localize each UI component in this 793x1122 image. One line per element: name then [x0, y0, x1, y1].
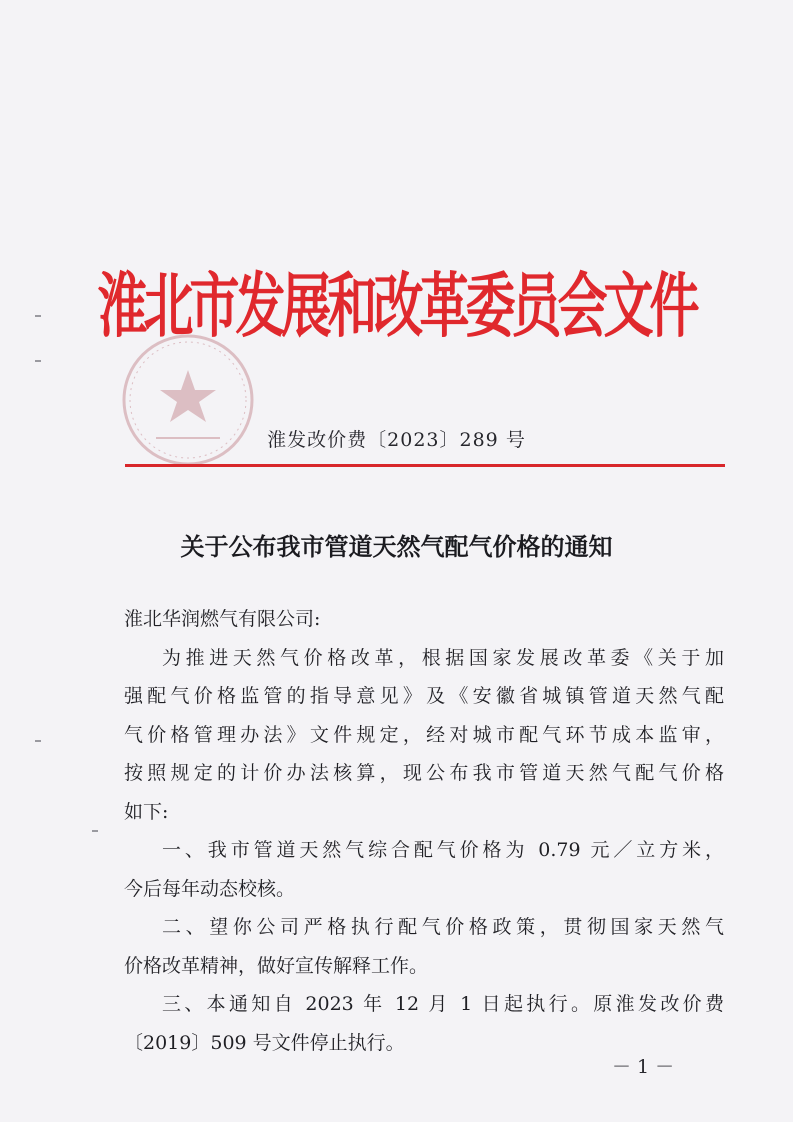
paragraph-2 — [124, 831, 724, 908]
paragraph-1 — [124, 639, 724, 832]
notice-body — [124, 600, 724, 1062]
recipient-line: 淮北华润燃气有限公司: — [124, 608, 321, 630]
paragraph-line: 价格改革精神，做好宣传解释工作。 — [124, 954, 429, 977]
paragraph-line: 一、我市管道天然气综合配气价格为 0.79 元／立方米， — [162, 839, 724, 861]
paragraph-line: 三、本通知自 2023 年 12 月 1 日起执行。原淮发改价费 — [162, 993, 724, 1015]
notice-title: 关于公布我市管道天然气配气价格的通知 — [180, 532, 613, 561]
paragraph-4 — [124, 985, 724, 1062]
scan-mark — [35, 740, 41, 742]
paragraph-line: 如下: — [124, 800, 169, 823]
document-number: 淮发改价费〔2023〕289 号 — [267, 429, 526, 451]
issuing-authority-title: 淮北市发展和改革委员会文件 — [97, 265, 696, 347]
red-divider-rule — [125, 464, 725, 467]
scan-mark — [92, 830, 98, 832]
paragraph-line: 今后每年动态校核。 — [124, 877, 296, 900]
paragraph-line: 强配气价格监管的指导意见》及《安徽省城镇管道天然气配 — [124, 685, 724, 707]
paragraph-line: 气价格管理办法》文件规定，经对城市配气环节成本监审， — [124, 723, 724, 746]
paragraph-line: 按照规定的计价办法核算，现公布我市管道天然气配气价格 — [124, 762, 724, 784]
paragraph-line: 二、望你公司严格执行配气价格政策，贯彻国家天然气 — [162, 916, 724, 938]
paragraph-line: 为推进天然气价格改革，根据国家发展改革委《关于加 — [162, 646, 724, 669]
paragraph-line: 〔2019〕509 号文件停止执行。 — [124, 1031, 405, 1054]
page-number: －1－ — [612, 1056, 681, 1078]
paragraph-3 — [124, 908, 724, 985]
scan-mark — [35, 360, 41, 362]
